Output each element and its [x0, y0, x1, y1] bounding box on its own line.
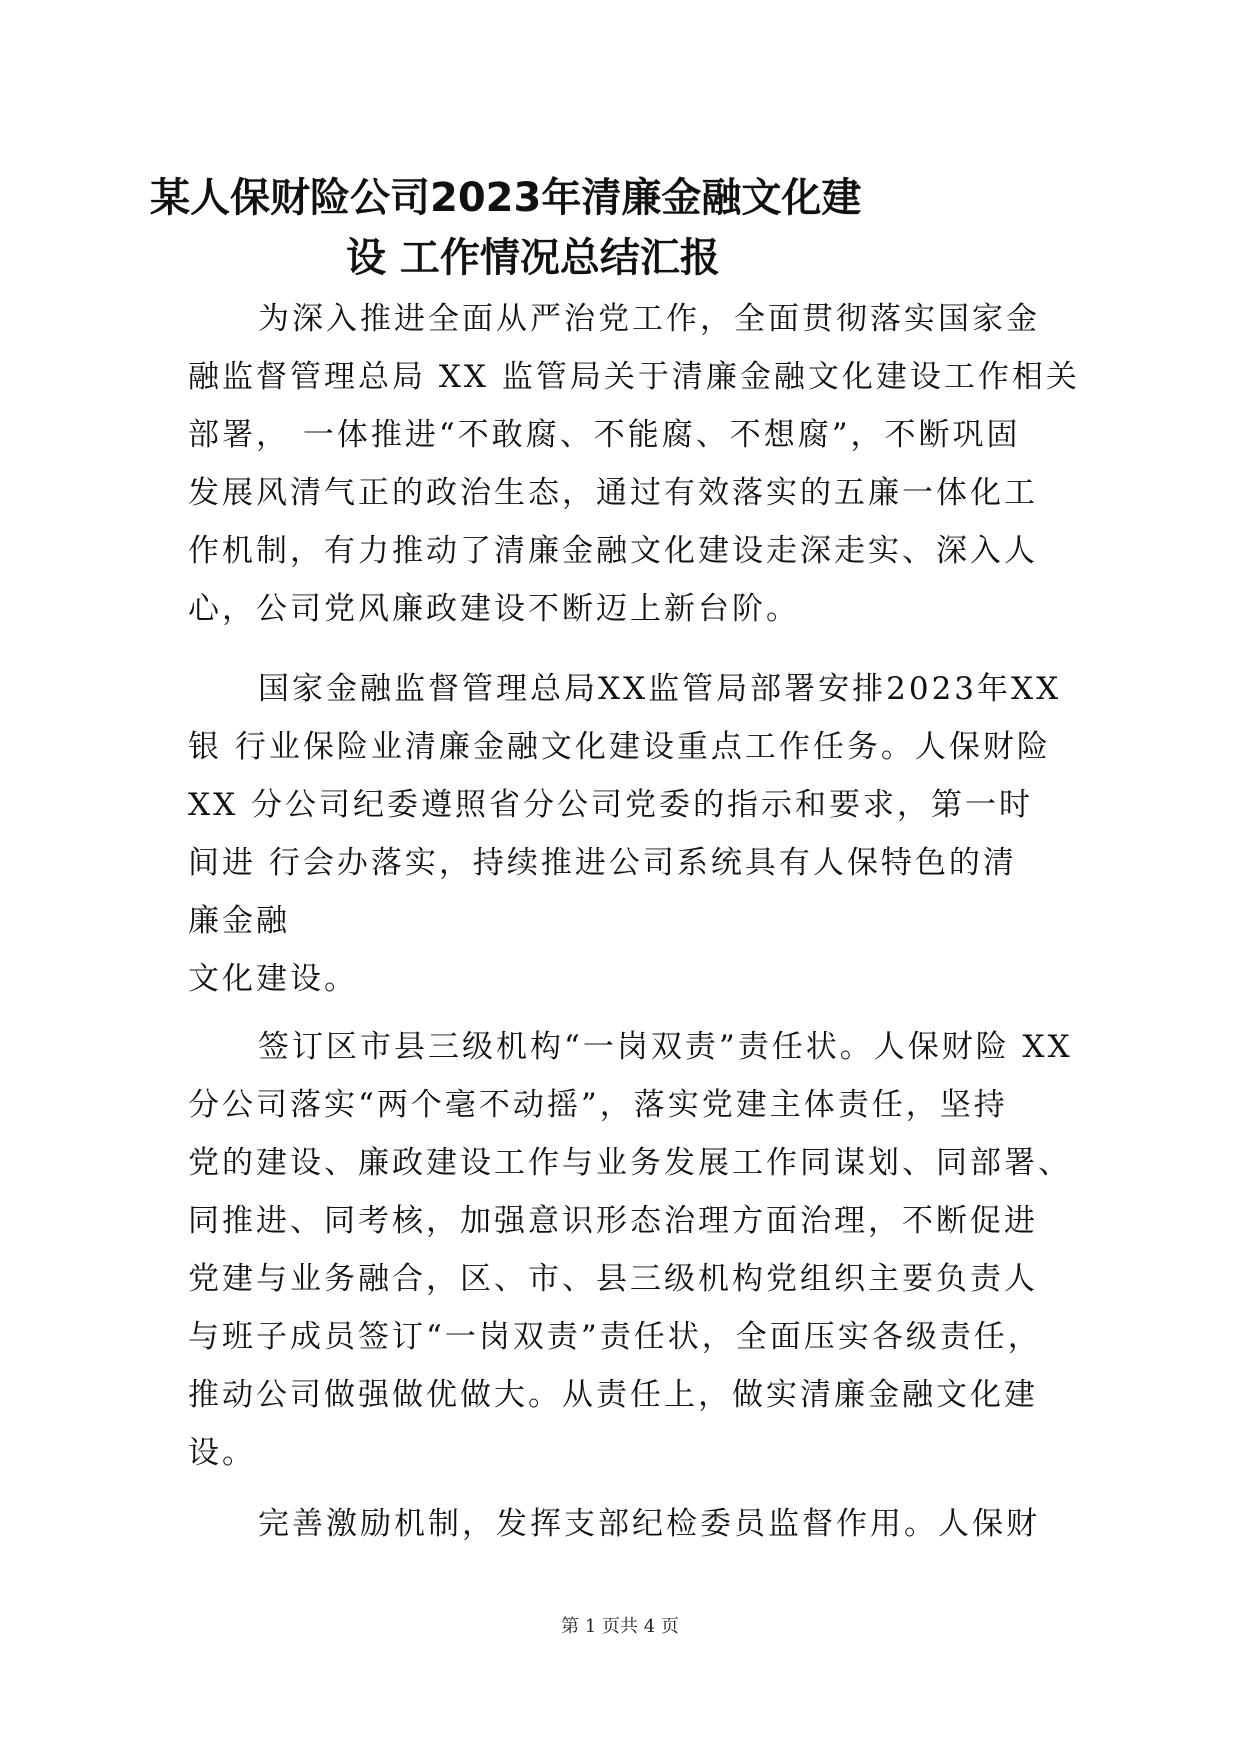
document-title — [150, 168, 1050, 288]
paragraph-line: 银 行业保险业清廉金融文化建设重点工作任务。人保财险 — [188, 729, 1051, 765]
paragraph-line: 部署， 一体推进“不敢腐、不能腐、不想腐”，不断巩固 — [188, 417, 1021, 453]
paragraph-line: 完善激励机制，发挥支部纪检委员监督作用。人保财 — [258, 1506, 1040, 1542]
paragraph-line: 发展风清气正的政治生态，通过有效落实的五廉一体化工 — [188, 475, 1038, 511]
paragraph-line: 作机制，有力推动了清廉金融文化建设走深走实、深入人 — [188, 533, 1038, 569]
paragraph-line: 党建与业务融合，区、市、县三级机构党组织主要负责人 — [188, 1261, 1038, 1297]
paragraph-line: 推动公司做强做优做大。从责任上，做实清廉金融文化建 — [188, 1377, 1038, 1413]
paragraph-line: 国家金融监督管理总局XX监管局部署安排2023年XX — [258, 671, 1062, 707]
title-line-2: 设 工作情况总结汇报 — [346, 235, 720, 281]
paragraph-1 — [188, 290, 1080, 638]
paragraph-line: 党的建设、廉政建设工作与业务发展工作同谋划、同部署、 — [188, 1145, 1072, 1181]
paragraph-line: 签订区市县三级机构“一岗双责”责任状。人保财险 XX — [258, 1029, 1073, 1065]
paragraph-3 — [188, 1018, 1073, 1482]
page-footer: 第 1 页共 4 页 — [561, 1616, 679, 1637]
paragraph-2 — [188, 660, 1068, 1008]
paragraph-line: XX 分公司纪委遵照省分公司党委的指示和要求，第一时 — [188, 787, 1033, 823]
paragraph-4 — [188, 1495, 1068, 1553]
paragraph-line: 为深入推进全面从严治党工作，全面贯彻落实国家金 — [258, 301, 1040, 337]
paragraph-line: 心，公司党风廉政建设不断迈上新台阶。 — [188, 591, 800, 627]
paragraph-line: 融监督管理总局 XX 监管局关于清廉金融文化建设工作相关 — [188, 359, 1080, 395]
title-line-1: 某人保财险公司2023年清廉金融文化建 — [150, 175, 862, 221]
paragraph-line: 与班子成员签订“一岗双责”责任状，全面压实各级责任， — [188, 1319, 1042, 1355]
paragraph-line: 文化建设。 — [188, 961, 358, 997]
paragraph-line: 间进 行会办落实，持续推进公司系统具有人保特色的清 — [188, 845, 1017, 881]
paragraph-line: 分公司落实“两个毫不动摇”，落实党建主体责任，坚持 — [188, 1087, 1008, 1123]
paragraph-line: 设。 — [188, 1435, 256, 1471]
paragraph-line: 同推进、同考核，加强意识形态治理方面治理，不断促进 — [188, 1203, 1038, 1239]
paragraph-line: 廉金融 — [188, 903, 290, 939]
